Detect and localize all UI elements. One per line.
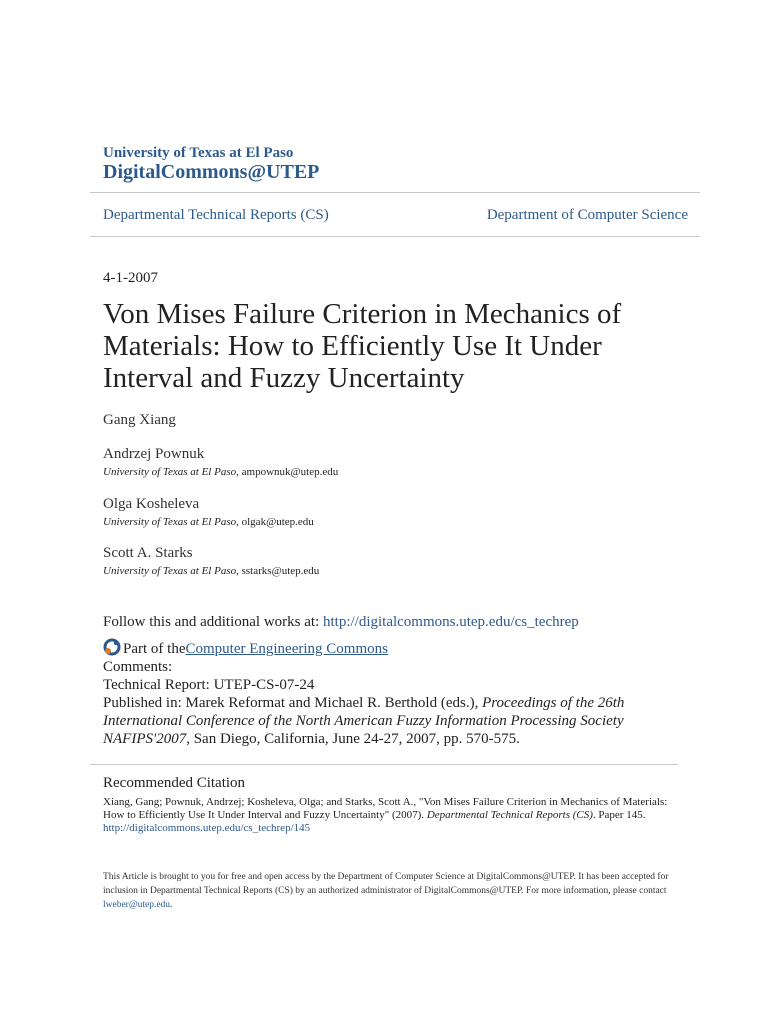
follow-prefix: Follow this and additional works at:	[103, 614, 323, 630]
author-block	[103, 446, 338, 478]
commons-link[interactable]: Computer Engineering Commons	[185, 641, 388, 657]
author-name[interactable]: Olga Kosheleva	[103, 496, 200, 512]
author-name[interactable]: Andrzej Pownuk	[103, 446, 205, 462]
publication-date: 4-1-2007	[103, 270, 158, 286]
nav-department-link[interactable]: Department of Computer Science	[486, 207, 688, 223]
part-of-prefix: Part of the	[123, 641, 186, 657]
comments-label: Comments:	[103, 659, 173, 675]
author-block	[103, 545, 319, 577]
author-block	[103, 496, 314, 528]
institution-link[interactable]: University of Texas at El Paso	[103, 145, 294, 161]
author-name[interactable]: Scott A. Starks	[103, 545, 193, 561]
author-affiliation: University of Texas at El Paso, ampownuk@utep.edu	[103, 466, 339, 478]
citation-link[interactable]: http://digitalcommons.utep.edu/cs_techrep/145	[103, 822, 311, 834]
recommended-citation-heading: Recommended Citation	[103, 775, 246, 791]
follow-link[interactable]: http://digitalcommons.utep.edu/cs_techrep	[322, 614, 579, 630]
repository-link[interactable]: DigitalCommons@UTEP	[103, 161, 320, 183]
author-affiliation: University of Texas at El Paso, olgak@utep.edu	[103, 516, 314, 528]
header-divider	[90, 192, 700, 193]
nav-series-link[interactable]: Departmental Technical Reports (CS)	[103, 207, 329, 223]
recommended-citation-text: Xiang, Gang; Pownuk, Andrzej; Kosheleva, Olga; and Starks, Scott A., "Von Mises Failure Criterion in Mechanics of Materials: How to Efficiently Use It Under Interval and Fuzzy Uncertainty" (2007). Departmental Technical Reports (CS). Paper 145. http://digitalcommons.utep.edu/cs_techrep/145	[103, 796, 668, 834]
nav-divider	[90, 236, 700, 237]
citation-divider	[90, 764, 678, 765]
comments-block	[103, 658, 683, 748]
paper-title: Von Mises Failure Criterion in Mechanics of Materials: How to Efficiently Use It Under Interval and Fuzzy Uncertainty	[103, 298, 622, 394]
author-name[interactable]: Gang Xiang	[103, 412, 176, 428]
access-footer: This Article is brought to you for free and open access by the Department of Computer Science at DigitalCommons@UTEP. It has been accepted for inclusion in Departmental Technical Reports (CS) by an authorized administrator of DigitalCommons@UTEP. For more information, please contact lweber@utep.edu.	[103, 872, 669, 910]
follow-line	[103, 614, 579, 631]
contact-email-link[interactable]: lweber@utep.edu	[103, 900, 171, 910]
author-block	[103, 412, 176, 429]
author-affiliation: University of Texas at El Paso, sstarks@utep.edu	[103, 565, 320, 577]
published-in: Published in: Marek Reformat and Michael R. Berthold (eds.), Proceedings of the 26th International Conference of the North American Fuzzy Information Processing Society NAFIPS'2007, San Diego, California, June 24-27, 2007, pp. 570-575.	[103, 695, 625, 747]
technical-report-id: Technical Report: UTEP-CS-07-24	[103, 677, 315, 693]
